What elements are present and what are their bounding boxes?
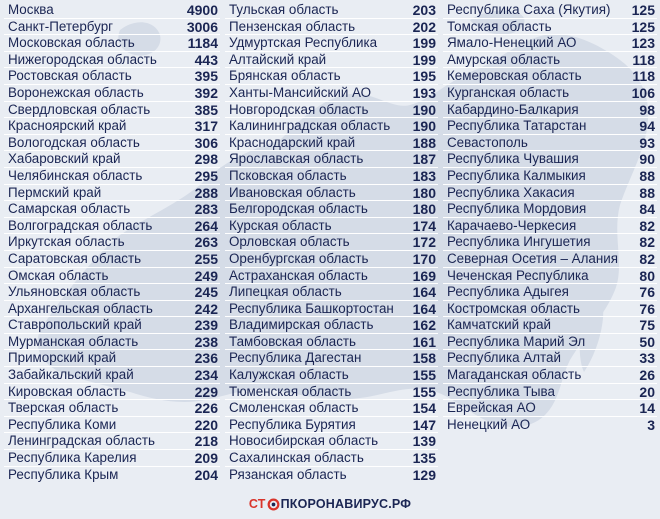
case-count: 147 [412, 416, 436, 433]
table-row [225, 52, 438, 69]
table-row [225, 417, 438, 434]
table-row [225, 234, 438, 251]
region-name: Калининградская область [229, 118, 391, 134]
table-row [443, 185, 657, 202]
region-name: Ивановская область [229, 184, 356, 200]
region-name: Республика Алтай [447, 350, 561, 366]
table-row [225, 450, 438, 467]
region-name: Саратовская область [8, 250, 142, 266]
table-row [225, 2, 438, 19]
region-name: Еврейская АО [447, 400, 536, 416]
table-row [225, 151, 438, 168]
region-name: Республика Башкортостан [229, 300, 394, 316]
case-count: 193 [412, 84, 436, 101]
case-count: 199 [412, 35, 436, 52]
case-count: 155 [412, 383, 436, 400]
table-row [225, 201, 438, 218]
region-name: Севастополь [447, 134, 528, 150]
table-row [443, 218, 657, 235]
region-name: Республика Ингушетия [447, 234, 591, 250]
table-row [4, 400, 220, 417]
case-count: 188 [412, 134, 436, 151]
region-name: Ярославская область [229, 151, 364, 167]
case-count: 180 [412, 184, 436, 201]
case-count: 204 [194, 466, 218, 483]
region-name: Республика Дагестан [229, 350, 362, 366]
region-name: Республика Татарстан [447, 118, 587, 134]
case-count: 123 [631, 35, 655, 52]
case-count: 94 [639, 118, 655, 135]
region-name: Санкт-Петербург [8, 18, 114, 34]
table-row [225, 135, 438, 152]
case-count: 75 [639, 317, 655, 334]
region-column-2 [225, 2, 438, 483]
case-count: 155 [412, 367, 436, 384]
case-count: 234 [194, 367, 218, 384]
table-row [4, 19, 220, 36]
case-count: 395 [194, 68, 218, 85]
table-row [225, 284, 438, 301]
table-row [225, 251, 438, 268]
case-count: 255 [194, 250, 218, 267]
table-row [443, 68, 657, 85]
case-count: 76 [639, 300, 655, 317]
region-name: Тюменская область [229, 383, 352, 399]
table-row [443, 400, 657, 417]
table-row [225, 118, 438, 135]
case-count: 3 [647, 416, 655, 433]
table-row [4, 68, 220, 85]
region-name: Пермский край [8, 184, 102, 200]
table-row [225, 168, 438, 185]
case-count: 199 [412, 51, 436, 68]
region-table [4, 2, 656, 488]
region-name: Амурская область [447, 51, 561, 67]
table-row [443, 268, 657, 285]
region-name: Калужская область [229, 367, 349, 383]
table-row [225, 19, 438, 36]
region-name: Волгоградская область [8, 217, 153, 233]
table-row [4, 118, 220, 135]
table-row [443, 334, 657, 351]
region-name: Пензенская область [229, 18, 356, 34]
table-row [443, 168, 657, 185]
region-name: Магаданская область [447, 367, 582, 383]
case-count: 170 [412, 250, 436, 267]
table-row [4, 467, 220, 484]
region-name: Хабаровский край [8, 151, 121, 167]
region-name: Новгородская область [229, 101, 369, 117]
table-row [443, 85, 657, 102]
case-count: 80 [639, 267, 655, 284]
region-name: Псковская область [229, 167, 347, 183]
case-count: 209 [194, 450, 218, 467]
region-name: Тульская область [229, 2, 339, 17]
case-count: 33 [639, 350, 655, 367]
table-row [225, 433, 438, 450]
virus-ring-icon [267, 498, 280, 511]
table-row [443, 52, 657, 69]
region-name: Брянская область [229, 68, 341, 84]
case-count: 158 [412, 350, 436, 367]
case-count: 82 [639, 217, 655, 234]
region-name: Липецкая область [229, 284, 342, 300]
case-count: 249 [194, 267, 218, 284]
region-name: Кировская область [8, 383, 126, 399]
case-count: 50 [639, 333, 655, 350]
case-count: 164 [412, 300, 436, 317]
region-name: Нижегородская область [8, 51, 157, 67]
region-name: Республика Чувашия [447, 151, 579, 167]
table-row [443, 251, 657, 268]
table-row [4, 135, 220, 152]
region-name: Ленинградская область [8, 433, 155, 449]
case-count: 229 [194, 383, 218, 400]
region-name: Кабардино-Балкария [447, 101, 579, 117]
table-row [4, 185, 220, 202]
table-row [225, 384, 438, 401]
table-row [225, 102, 438, 119]
logo-text-koronavirus: ПКОРОНАВИРУС.РФ [280, 497, 412, 511]
region-name: Курская область [229, 217, 332, 233]
table-row [225, 334, 438, 351]
case-count: 283 [194, 201, 218, 218]
region-name: Самарская область [8, 201, 131, 217]
region-name: Республика Бурятия [229, 416, 356, 432]
region-name: Тверская область [8, 400, 119, 416]
table-row [225, 68, 438, 85]
table-row [225, 467, 438, 484]
region-name: Иркутская область [8, 234, 125, 250]
region-name: Республика Карелия [8, 450, 137, 466]
case-count: 218 [194, 433, 218, 450]
table-row [443, 2, 657, 19]
table-row [4, 450, 220, 467]
case-count: 90 [639, 151, 655, 168]
region-name: Владимирская область [229, 317, 374, 333]
case-count: 295 [194, 167, 218, 184]
table-row [4, 367, 220, 384]
case-count: 20 [639, 383, 655, 400]
case-count: 245 [194, 284, 218, 301]
case-count: 190 [412, 118, 436, 135]
case-count: 106 [631, 84, 655, 101]
region-name: Тамбовская область [229, 333, 357, 349]
table-row [4, 168, 220, 185]
region-name: Рязанская область [229, 466, 347, 482]
case-count: 169 [412, 267, 436, 284]
case-count: 135 [412, 450, 436, 467]
case-count: 172 [412, 234, 436, 251]
table-row [443, 118, 657, 135]
region-name: Республика Тыва [447, 383, 555, 399]
table-row [4, 35, 220, 52]
region-name: Республика Адыгея [447, 284, 569, 300]
region-name: Московская область [8, 35, 135, 51]
table-row [443, 201, 657, 218]
region-name: Ростовская область [8, 68, 132, 84]
case-count: 236 [194, 350, 218, 367]
case-count: 202 [412, 18, 436, 35]
region-name: Красноярский край [8, 118, 127, 134]
table-row [4, 218, 220, 235]
table-row [4, 234, 220, 251]
region-name: Курганская область [447, 84, 570, 100]
case-count: 161 [412, 333, 436, 350]
region-name: Астраханская область [229, 267, 368, 283]
case-count: 298 [194, 151, 218, 168]
table-row [225, 350, 438, 367]
case-count: 1184 [187, 35, 218, 52]
case-count: 203 [412, 2, 436, 18]
table-row [225, 367, 438, 384]
region-name: Новосибирская область [229, 433, 379, 449]
case-count: 118 [632, 68, 655, 85]
case-count: 220 [194, 416, 218, 433]
table-row [225, 218, 438, 235]
table-row [225, 301, 438, 318]
case-count: 125 [631, 18, 655, 35]
region-name: Краснодарский край [229, 134, 356, 150]
table-row [4, 317, 220, 334]
case-count: 76 [639, 284, 655, 301]
table-row [4, 85, 220, 102]
region-column-3 [443, 2, 657, 433]
table-row [4, 52, 220, 69]
case-count: 125 [631, 2, 655, 18]
region-name: Томская область [447, 18, 552, 34]
table-row [443, 301, 657, 318]
case-count: 263 [194, 234, 218, 251]
case-count: 154 [412, 400, 436, 417]
logo-text-st: СТ [248, 497, 266, 511]
table-row [4, 284, 220, 301]
case-count: 174 [412, 217, 436, 234]
table-row [4, 417, 220, 434]
region-name: Республика Марий Эл [447, 333, 586, 349]
case-count: 385 [194, 101, 218, 118]
region-name: Республика Мордовия [447, 201, 587, 217]
region-name: Республика Коми [8, 416, 117, 432]
case-count: 88 [639, 184, 655, 201]
region-name: Северная Осетия – Алания [447, 250, 618, 266]
table-row [225, 400, 438, 417]
case-count: 93 [639, 134, 655, 151]
region-name: Чеченская Республика [447, 267, 589, 283]
region-name: Челябинская область [8, 167, 143, 183]
table-row [4, 102, 220, 119]
region-name: Забайкальский край [8, 367, 134, 383]
case-count: 82 [639, 234, 655, 251]
case-count: 98 [639, 101, 655, 118]
table-row [443, 35, 657, 52]
region-name: Орловская область [229, 234, 350, 250]
case-count: 139 [412, 433, 436, 450]
table-row [443, 417, 657, 434]
table-row [443, 19, 657, 36]
region-name: Алтайский край [229, 51, 327, 67]
case-count: 162 [412, 317, 436, 334]
region-name: Мурманская область [8, 333, 139, 349]
table-row [4, 301, 220, 318]
case-count: 226 [194, 400, 218, 417]
table-row [4, 2, 220, 19]
region-name: Ульяновская область [8, 284, 141, 300]
stopkoronavirus-logo [249, 497, 411, 511]
region-column-1 [4, 2, 220, 483]
case-count: 4900 [186, 2, 218, 18]
case-count: 180 [412, 201, 436, 218]
case-count: 118 [632, 51, 655, 68]
region-name: Костромская область [447, 300, 581, 316]
region-name: Ставропольский край [8, 317, 142, 333]
region-name: Республика Саха (Якутия) [447, 2, 611, 17]
case-count: 129 [412, 466, 436, 483]
table-row [225, 85, 438, 102]
region-name: Республика Калмыкия [447, 167, 586, 183]
table-row [4, 334, 220, 351]
table-row [225, 317, 438, 334]
case-count: 443 [194, 51, 218, 68]
table-row [443, 135, 657, 152]
table-row [4, 151, 220, 168]
case-count: 164 [412, 284, 436, 301]
table-row [4, 268, 220, 285]
region-name: Смоленская область [229, 400, 359, 416]
table-row [443, 102, 657, 119]
table-row [443, 350, 657, 367]
table-row [443, 317, 657, 334]
region-name: Удмуртская Республика [229, 35, 378, 51]
case-count: 288 [194, 184, 218, 201]
case-count: 239 [194, 317, 218, 334]
table-row [4, 251, 220, 268]
region-name: Омская область [8, 267, 109, 283]
table-row [443, 151, 657, 168]
case-count: 392 [194, 84, 218, 101]
region-name: Карачаево-Черкесия [447, 217, 577, 233]
case-count: 3006 [186, 18, 218, 35]
table-row [225, 185, 438, 202]
table-row [443, 367, 657, 384]
case-count: 82 [639, 250, 655, 267]
region-name: Сахалинская область [229, 450, 364, 466]
region-name: Свердловская область [8, 101, 151, 117]
case-count: 317 [194, 118, 218, 135]
table-row [225, 268, 438, 285]
table-row [443, 284, 657, 301]
table-row [225, 35, 438, 52]
region-name: Республика Крым [8, 466, 119, 482]
table-row [4, 384, 220, 401]
case-count: 238 [194, 333, 218, 350]
region-name: Камчатский край [447, 317, 552, 333]
case-count: 14 [639, 400, 655, 417]
region-name: Ханты-Мансийский АО [229, 84, 372, 100]
region-name: Ненецкий АО [447, 416, 531, 432]
case-count: 264 [194, 217, 218, 234]
case-count: 187 [412, 151, 436, 168]
region-name: Москва [8, 2, 54, 17]
case-count: 190 [412, 101, 436, 118]
case-count: 84 [639, 201, 655, 218]
table-row [4, 350, 220, 367]
region-name: Ямало-Ненецкий АО [447, 35, 577, 51]
table-row [443, 384, 657, 401]
case-count: 195 [412, 68, 436, 85]
case-count: 26 [639, 367, 655, 384]
table-row [4, 433, 220, 450]
region-name: Республика Хакасия [447, 184, 575, 200]
region-name: Оренбургская область [229, 250, 369, 266]
footer [0, 492, 660, 519]
case-count: 88 [639, 167, 655, 184]
case-count: 183 [412, 167, 436, 184]
case-count: 306 [194, 134, 218, 151]
case-count: 242 [194, 300, 218, 317]
region-name: Вологодская область [8, 134, 140, 150]
region-name: Воронежская область [8, 84, 144, 100]
table-row [4, 201, 220, 218]
region-name: Кемеровская область [447, 68, 582, 84]
region-name: Приморский край [8, 350, 117, 366]
region-name: Архангельская область [8, 300, 153, 316]
region-name: Белгородская область [229, 201, 368, 217]
table-row [443, 234, 657, 251]
